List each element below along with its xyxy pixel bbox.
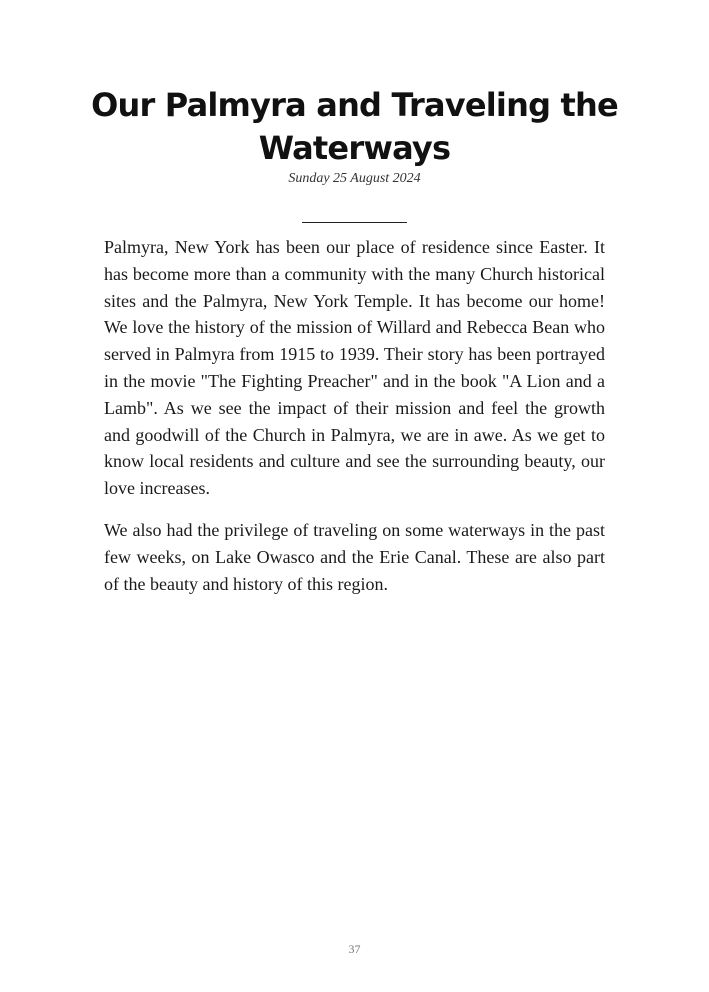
page-number: 37 bbox=[348, 942, 361, 956]
title-divider bbox=[302, 222, 407, 223]
paragraph: We also had the privilege of traveling on some waterways in the past few weeks, on Lake Owasco and the Erie Canal. These are also part of the beauty and history of this region. bbox=[104, 519, 605, 594]
paragraph: Palmyra, New York has been our place of residence since Easter. It has become more than a community with the many Church historical sites and the Palmyra, New York Temple. It has become our home! We love the history of the mission of Willard and Rebecca Bean who served in Palmyra from 1915 to 1939. Their story has been portrayed in the movie "The Fighting Preacher" and in the book "A Lion and a Lamb". As we see the impact of their mission and feel the growth and goodwill of the Church in Palmyra, we are in awe. As we get to know local residents and culture and see the surrounding beauty, our love increases. bbox=[104, 237, 605, 499]
article-body bbox=[104, 234, 605, 612]
post-date: Sunday 25 August 2024 bbox=[288, 171, 421, 186]
page-title: Our Palmyra and Traveling the Waterways bbox=[91, 86, 618, 167]
